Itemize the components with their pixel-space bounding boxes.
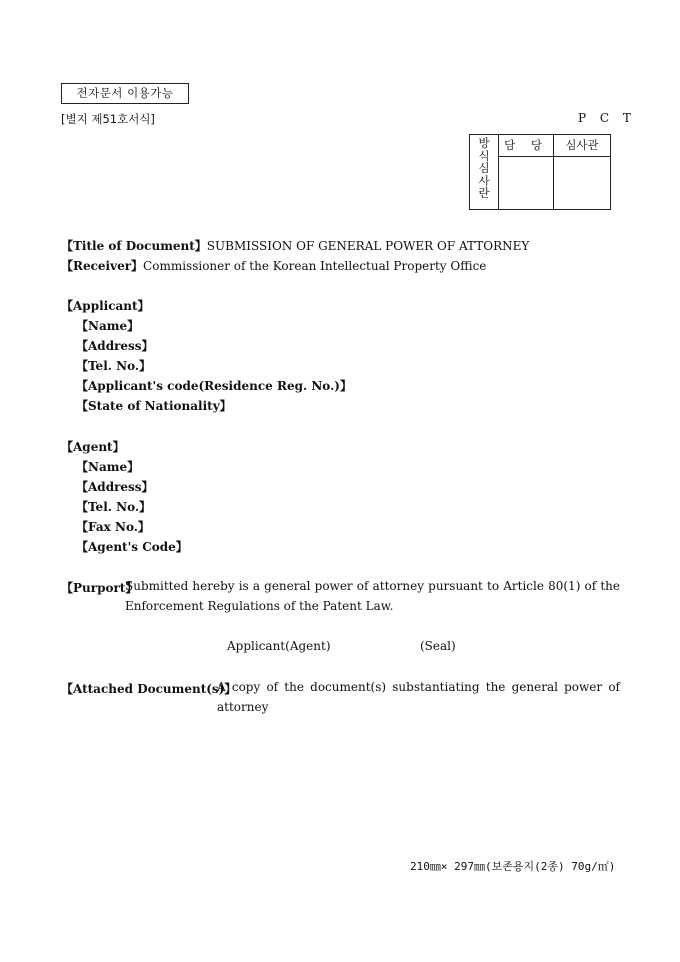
- examination-table: [469, 134, 611, 210]
- receiver-label: 【Receiver】: [61, 259, 144, 273]
- vertical-char: 식: [478, 148, 490, 163]
- formality-examination-label: [470, 135, 499, 210]
- applicant-code-label: 【Applicant's code(Residence Reg. No.)】: [76, 379, 352, 393]
- vertical-char: 심: [478, 161, 490, 175]
- pct-label: P C T: [578, 111, 636, 125]
- seal-label: (Seal): [420, 639, 456, 653]
- vertical-char: 방: [478, 136, 490, 150]
- title-of-document-value: SUBMISSION OF GENERAL POWER OF ATTORNEY: [206, 239, 530, 253]
- examiner-cell: [554, 156, 611, 209]
- applicant-tel-label: 【Tel. No.】: [76, 359, 152, 373]
- applicant-address-label: 【Address】: [76, 339, 154, 353]
- person-in-charge-cell: [499, 156, 554, 209]
- agent-fax-label: 【Fax No.】: [76, 520, 150, 534]
- paper-specification: 210㎜× 297㎜(보존용지(2종) 70g/㎡): [410, 860, 616, 873]
- receiver-value: Commissioner of the Korean Intellectual Property Office: [143, 259, 487, 273]
- applicant-heading: 【Applicant】: [61, 299, 150, 313]
- purport-label: 【Purport】: [61, 581, 138, 595]
- agent-address-label: 【Address】: [76, 480, 154, 494]
- vertical-char: 사: [478, 173, 490, 188]
- attached-documents-line1: A copy of the document(s) substantiating the general power of: [217, 680, 620, 694]
- column-header-examiner: 심사관: [554, 135, 611, 157]
- column-header-person-in-charge: 담 당: [499, 135, 554, 157]
- purport-text-line2: Enforcement Regulations of the Patent Law.: [125, 599, 394, 613]
- receiver-row: [61, 257, 486, 274]
- agent-code-label: 【Agent's Code】: [76, 540, 188, 554]
- vertical-char: 란: [478, 186, 490, 200]
- form-number: [별지 제51호서식]: [61, 112, 155, 126]
- agent-tel-label: 【Tel. No.】: [76, 500, 152, 514]
- applicant-name-label: 【Name】: [76, 319, 140, 333]
- applicant-nationality-label: 【State of Nationality】: [76, 399, 232, 413]
- attached-documents-line2: attorney: [217, 700, 269, 714]
- signer-label: Applicant(Agent): [227, 639, 331, 653]
- attached-documents-label: 【Attached Document(s)】: [61, 682, 237, 696]
- title-of-document-row: [61, 237, 529, 254]
- electronic-document-available-box: 전자문서 이용가능: [61, 83, 189, 104]
- title-of-document-label: 【Title of Document】: [61, 239, 207, 253]
- agent-heading: 【Agent】: [61, 440, 125, 454]
- agent-name-label: 【Name】: [76, 460, 140, 474]
- purport-text-line1: Submitted hereby is a general power of attorney pursuant to Article 80(1) of the: [125, 579, 620, 593]
